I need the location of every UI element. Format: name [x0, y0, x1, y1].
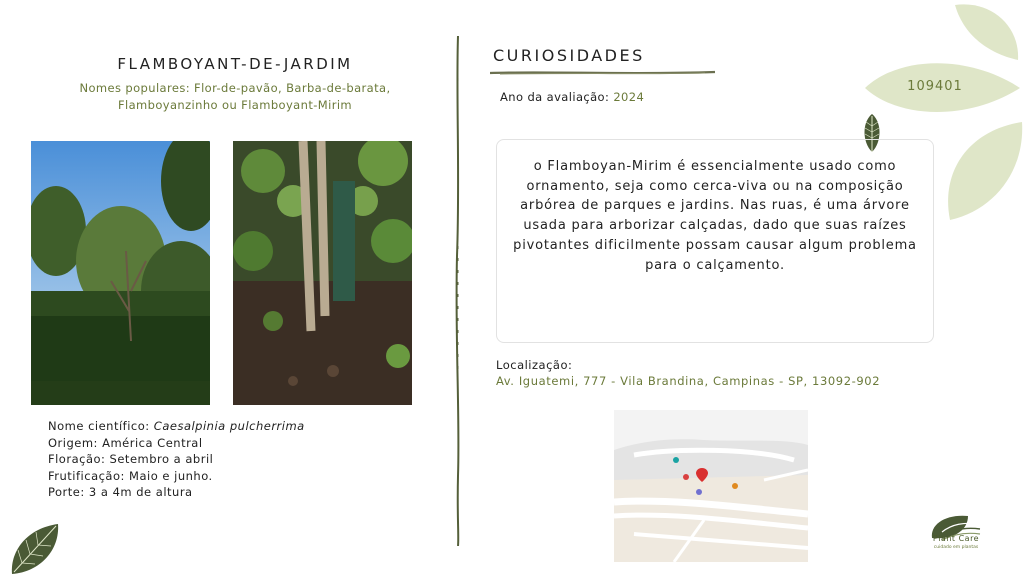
fruiting-row: Frutificação: Maio e junho.: [48, 468, 213, 483]
plant-info: [48, 418, 305, 501]
plant-title: FLAMBOYANT-DE-JARDIM: [117, 55, 353, 73]
year-value: 2024: [613, 90, 645, 104]
vertical-divider: [452, 36, 464, 546]
size-row: Porte: 3 a 4m de altura: [48, 485, 193, 499]
title-underline: [490, 68, 715, 78]
logo-name: Plant Care: [932, 534, 980, 543]
plant-photo-garden: [31, 141, 210, 405]
plant-photo-trunk: [233, 141, 412, 405]
corner-leaf-icon: [8, 520, 60, 576]
plant-code: 109401: [907, 79, 963, 94]
popular-names-line: Nomes populares: Flor-de-pavão, Barba-de-barata,: [79, 81, 391, 95]
flowering-row: Floração: Setembro a abril: [48, 452, 214, 466]
curiosities-box: [496, 139, 934, 343]
location-map[interactable]: [614, 410, 808, 562]
logo-tagline: cuidado em plantas: [933, 545, 979, 550]
scientific-name-label: Nome científico:: [48, 419, 154, 433]
scientific-name-row: [48, 418, 305, 435]
evaluation-year: [500, 90, 644, 104]
popular-names-line: Flamboyanzinho ou Flamboyant-Mirim: [117, 98, 353, 112]
origin-row: Origem: América Central: [48, 435, 203, 450]
scientific-name-value: Caesalpinia pulcherrima: [153, 419, 305, 433]
location-address: Av. Iguatemi, 777 - Vila Brandina, Campinas - SP, 13092-902: [496, 374, 881, 388]
curiosities-title: CURIOSIDADES: [493, 46, 645, 65]
year-label: Ano da avaliação:: [500, 90, 614, 104]
location-label: Localização:: [496, 358, 573, 372]
popular-names: [40, 80, 430, 114]
curiosities-text: o Flamboyan-Mirim é essencialmente usado como ornamento, seja como cerca-viva ou na composição arbórea de parques e jardins. Nas ruas, é uma árvore usada para arborizar calçadas, dado que suas raízes pivotantes dificilmente possam causar algum problema para o calçamento.: [513, 159, 917, 273]
